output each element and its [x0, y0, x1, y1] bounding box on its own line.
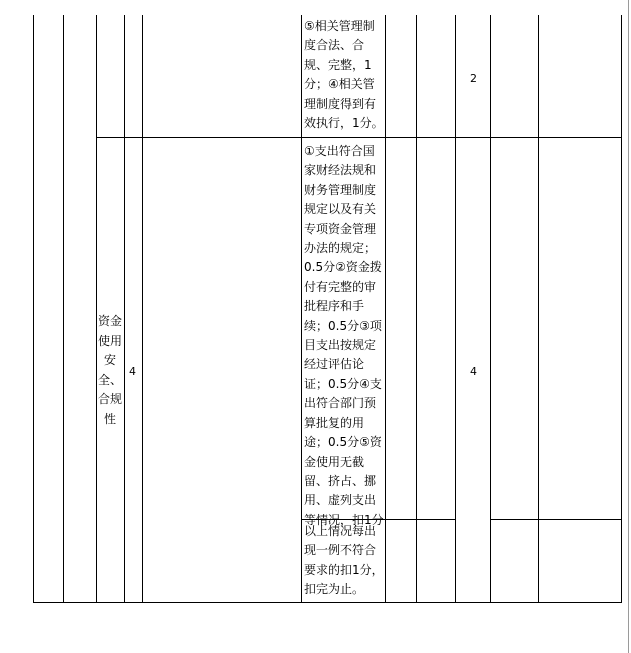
col-line-10 [490, 15, 491, 603]
col-line-1 [33, 15, 34, 603]
col-line-9 [455, 15, 456, 603]
criteria-cell-top: ⑤相关管理制度合法、合规、完整，1分；④相关管理制度得到有效执行，1分。 [304, 19, 384, 131]
col-line-6 [301, 15, 302, 603]
col-line-3 [96, 15, 97, 603]
col-line-7 [385, 15, 386, 603]
col-line-5 [142, 15, 143, 603]
weight-cell: 4 [129, 365, 136, 378]
col-line-2 [63, 15, 64, 603]
col-line-4 [124, 15, 125, 603]
col-line-8 [416, 15, 417, 603]
row-divider-extra-right [490, 519, 622, 520]
page-edge-right [628, 0, 629, 653]
row-divider-top [97, 137, 622, 138]
indicator-cell: 资金使用安全、合规性 [97, 314, 122, 426]
score-cell-top: 2 [470, 72, 477, 85]
score-cell-fund: 4 [470, 365, 477, 378]
col-line-11 [538, 15, 539, 603]
table-bottom-border [33, 602, 622, 603]
criteria-cell-fund: ①支出符合国家财经法规和财务管理制度规定以及有关专项资金管理办法的规定；0.5分②资金拨付有完整的审批程序和手续；0.5分③项目支出按规定经过评估论证；0.5分④支出符合部门预算批复的用途；0.5分⑤资金使用无截留、挤占、挪用、虚列支出等情况，扣1分 [304, 144, 384, 527]
col-line-12 [621, 15, 622, 603]
criteria-cell-extra: 以上情况每出现一例不符合要求的扣1分，扣完为止。 [304, 524, 384, 597]
